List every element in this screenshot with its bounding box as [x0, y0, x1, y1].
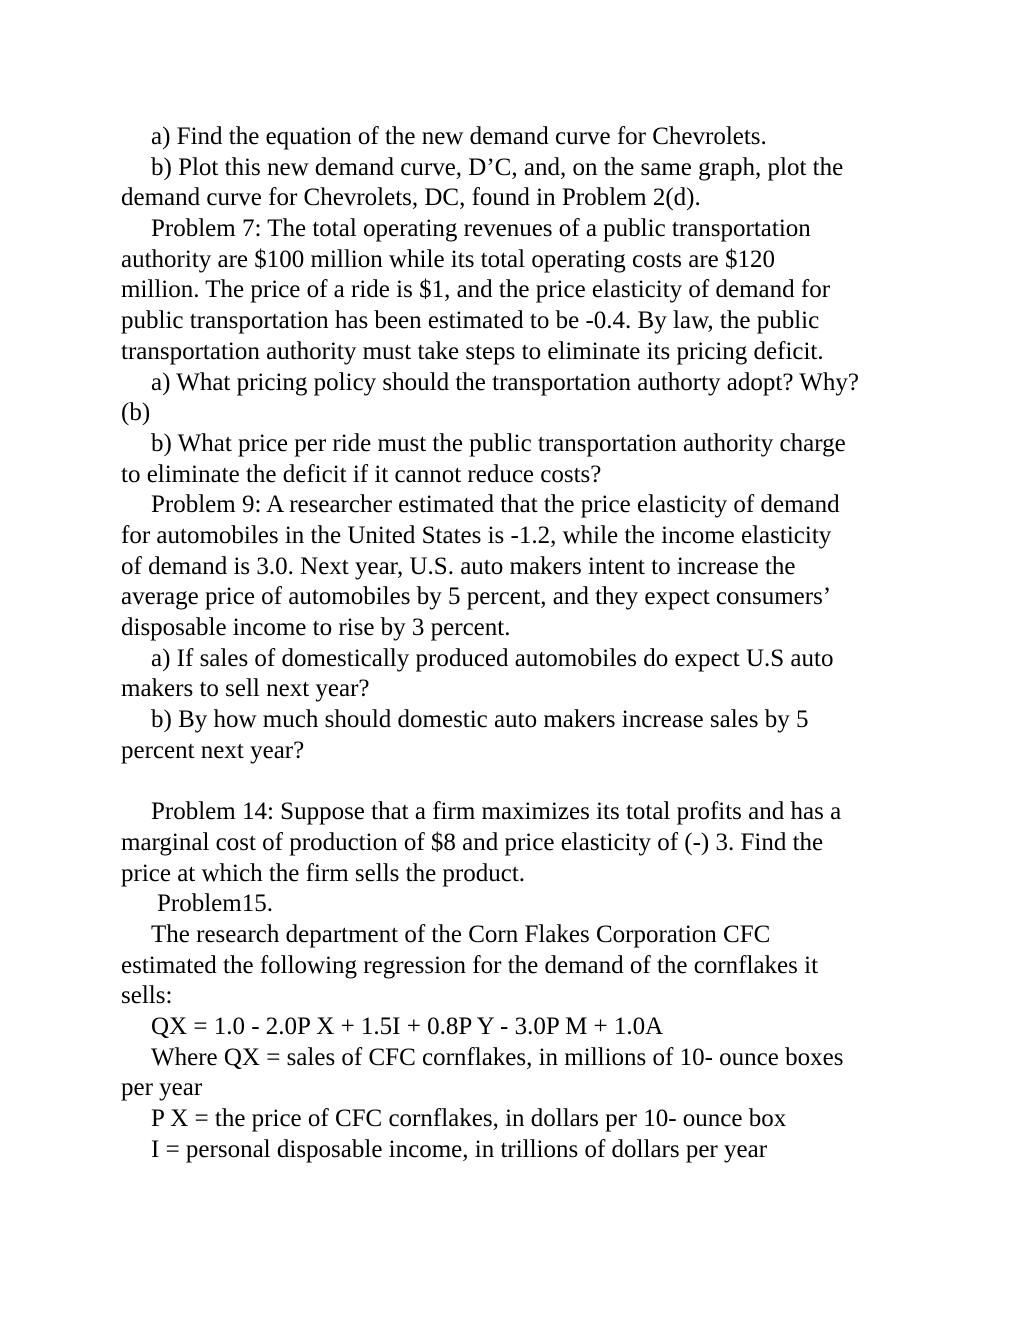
text-line: Problem 14: Suppose that a firm maximizes its total profits and has a [151, 798, 842, 826]
text-line: of demand is 3.0. Next year, U.S. auto makers intent to increase the [121, 552, 796, 580]
text-line: b) What price per ride must the public transportation authority charge [151, 429, 846, 457]
text-line: Problem 7: The total operating revenues of a public transportation [151, 215, 811, 243]
text-line: estimated the following regression for the demand of the cornflakes it [121, 951, 819, 979]
text-line: a) What pricing policy should the transportation authorty adopt? Why? [151, 368, 859, 396]
text-line: sells: [121, 982, 173, 1010]
text-line: average price of automobiles by 5 percent, and they expect consumers’ [121, 583, 832, 611]
text-line: authority are $100 million while its total operating costs are $120 [121, 245, 776, 273]
text-line: price at which the firm sells the product. [121, 859, 526, 887]
text-line: a) Find the equation of the new demand curve for Chevrolets. [151, 123, 767, 150]
text-line: I = personal disposable income, in trillions of dollars per year [151, 1135, 768, 1163]
text-line: Problem15. [157, 890, 273, 918]
text-line: b) Plot this new demand curve, D’C, and, on the same graph, plot the [151, 153, 844, 181]
text-line: (b) [121, 399, 151, 427]
text-line: Where QX = sales of CFC cornflakes, in millions of 10- ounce boxes [151, 1043, 844, 1071]
text-line: to eliminate the deficit if it cannot reduce costs? [121, 460, 602, 488]
blank-line [121, 766, 921, 797]
text-line: for automobiles in the United States is -1.2, while the income elasticity [121, 521, 832, 549]
text-line: The research department of the Corn Flakes Corporation CFC [151, 920, 771, 948]
text-line: public transportation has been estimated to be -0.4. By law, the public [121, 307, 820, 335]
text-line: a) If sales of domestically produced automobiles do expect U.S auto [151, 644, 834, 672]
text-line: per year [121, 1074, 203, 1102]
document-body [121, 122, 921, 1165]
text-line: makers to sell next year? [121, 675, 370, 703]
text-line: b) By how much should domestic auto makers increase sales by 5 [151, 706, 809, 734]
equation-line: QX = 1.0 - 2.0P X + 1.5I + 0.8P Y - 3.0P M + 1.0A [151, 1012, 664, 1040]
text-line: P X = the price of CFC cornflakes, in dollars per 10- ounce box [151, 1105, 787, 1132]
text-line: disposable income to rise by 3 percent. [121, 614, 511, 641]
text-line: percent next year? [121, 736, 305, 764]
text-line: Problem 9: A researcher estimated that the price elasticity of demand [151, 491, 840, 519]
text-line: demand curve for Chevrolets, DC, found in Problem 2(d). [121, 184, 701, 212]
text-line: million. The price of a ride is $1, and the price elasticity of demand for [121, 276, 831, 304]
text-line: marginal cost of production of $8 and price elasticity of (-) 3. Find the [121, 828, 824, 856]
text-line: transportation authority must take steps to eliminate its pricing deficit. [121, 337, 824, 365]
